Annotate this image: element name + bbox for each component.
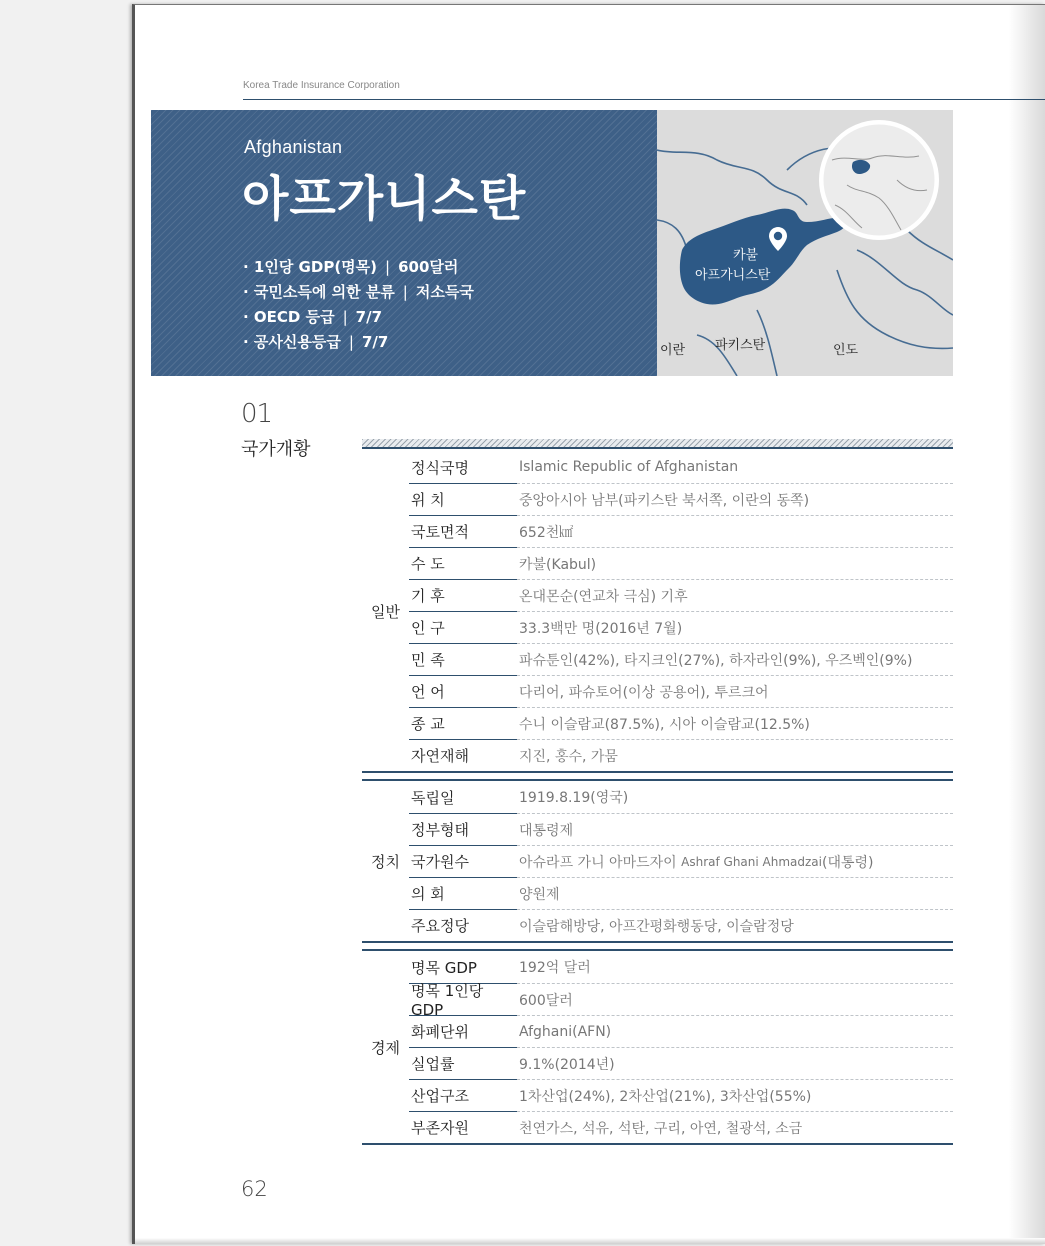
row-key: 부존자원: [409, 1111, 517, 1143]
map-label-country: 아프가니스탄: [695, 268, 771, 283]
map-label-iran: 이란: [660, 343, 686, 358]
section-number: 01: [241, 399, 273, 429]
table-row: [409, 909, 953, 941]
head-of-state-english: Ashraf Ghani Ahmadzai: [681, 854, 822, 869]
row-key: 실업률: [409, 1047, 517, 1079]
row-key: 명목 GDP: [411, 958, 477, 977]
row-value: 파슈툰인(42%), 타지크인(27%), 하자라인(9%), 우즈벡인(9%): [517, 643, 953, 675]
table-row: [409, 739, 953, 771]
table-group-general: [362, 451, 953, 773]
row-key: 국가원수: [409, 845, 517, 877]
row-key: 화폐단위: [409, 1015, 517, 1047]
table-row: [409, 1047, 953, 1079]
row-value: 중앙아시아 남부(파키스탄 북서쪽, 이란의 동쪽): [517, 483, 953, 515]
row-value: 1919.8.19(영국): [519, 790, 629, 806]
key-indicators: [243, 255, 474, 355]
table-row: [409, 1111, 953, 1143]
table-row: [409, 982, 953, 1019]
row-key: 언 어: [409, 675, 517, 707]
indicator-oecd-grade: · OECD 등급 | 7/7: [243, 308, 383, 326]
table-row: [409, 547, 953, 579]
table-row: [409, 1079, 953, 1111]
indicator-gdp-per-capita: · 1인당 GDP(명목) | 600달러: [243, 258, 459, 276]
row-value: 양원제: [517, 877, 953, 909]
page-bottom-shadow: [135, 1238, 1045, 1244]
row-key: 국토면적: [409, 515, 517, 547]
row-value: 600달러: [517, 983, 953, 1015]
header-rule: [243, 99, 1045, 100]
row-key: 자연재해: [409, 739, 517, 771]
country-overview-table: [362, 451, 953, 1145]
row-key: 민 족: [409, 643, 517, 675]
indicator-credit-grade: · 공사신용등급 | 7/7: [243, 333, 389, 351]
table-group-politics: [362, 779, 953, 943]
group-label: 경제: [371, 1038, 400, 1057]
table-row: [409, 951, 953, 983]
row-value: Afghani(AFN): [517, 1015, 953, 1047]
map-label-india: 인도: [833, 343, 859, 358]
table-row: [409, 1015, 953, 1047]
row-value: 온대몬순(연교차 극심) 기후: [517, 579, 953, 611]
row-value: 이슬람해방당, 아프간평화행동당, 이슬람정당: [517, 909, 953, 941]
country-name-ko: 아프가니스탄: [242, 171, 527, 227]
table-row: [409, 483, 953, 515]
row-value: 9.1%(2014년): [517, 1047, 953, 1079]
table-row: [409, 451, 953, 483]
row-value: 33.3백만 명(2016년 7월): [517, 611, 953, 643]
group-label: 일반: [371, 602, 400, 621]
row-value: 수니 이슬람교(87.5%), 시아 이슬람교(12.5%): [517, 707, 953, 739]
document-page: [132, 4, 1045, 1244]
group-label: 정치: [371, 852, 400, 871]
row-key: 주요정당: [409, 909, 517, 941]
table-row: [409, 877, 953, 909]
row-key: 명목 1인당 GDP: [409, 983, 517, 1015]
table-row: [409, 707, 953, 739]
row-value: 다리어, 파슈토어(이상 공용어), 투르크어: [517, 675, 953, 707]
row-value: 아슈라프 가니 아마드자이 Ashraf Ghani Ahmadzai (대통령): [517, 845, 953, 877]
section-title: 국가개황: [241, 439, 311, 460]
row-value: 192억 달러: [519, 960, 591, 976]
country-banner: [151, 110, 657, 376]
row-value: 지진, 홍수, 가뭄: [517, 739, 953, 771]
table-group-economy: [362, 949, 953, 1145]
page-number: 62: [241, 1177, 268, 1201]
table-row: [409, 845, 953, 877]
row-key: 독립일: [411, 788, 455, 807]
row-value: 1차산업(24%), 2차산업(21%), 3차산업(55%): [517, 1079, 953, 1111]
row-value: 대통령제: [517, 813, 953, 845]
row-value: Islamic Republic of Afghanistan: [519, 459, 739, 475]
row-key: 위 치: [409, 483, 517, 515]
row-value: 652천㎢: [517, 515, 953, 547]
running-head: Korea Trade Insurance Corporation: [243, 80, 400, 91]
row-value: 천연가스, 석유, 석탄, 구리, 아연, 철광석, 소금: [517, 1111, 953, 1143]
table-row: [409, 579, 953, 611]
table-header-bar: [362, 439, 953, 449]
row-key: 정식국명: [411, 458, 469, 477]
map-label-capital: 카불: [733, 248, 759, 263]
table-row: [409, 675, 953, 707]
row-key: 기 후: [409, 579, 517, 611]
row-key: 정부형태: [409, 813, 517, 845]
row-key: 종 교: [409, 707, 517, 739]
country-map: [657, 110, 953, 376]
row-key: 수 도: [409, 547, 517, 579]
row-value: 카불(Kabul): [517, 547, 953, 579]
country-name-en: Afghanistan: [244, 137, 343, 157]
table-row: [409, 781, 953, 813]
page-edge-shadow: [1009, 5, 1045, 1244]
row-key: 인 구: [409, 611, 517, 643]
table-row: [409, 643, 953, 675]
map-graphic: [657, 110, 953, 376]
table-row: [409, 611, 953, 643]
table-row: [409, 515, 953, 547]
indicator-income-class: · 국민소득에 의한 분류 | 저소득국: [243, 283, 474, 301]
map-label-pakistan: 파키스탄: [715, 338, 766, 353]
table-row: [409, 813, 953, 845]
row-key: 산업구조: [409, 1079, 517, 1111]
row-key: 의 회: [409, 877, 517, 909]
